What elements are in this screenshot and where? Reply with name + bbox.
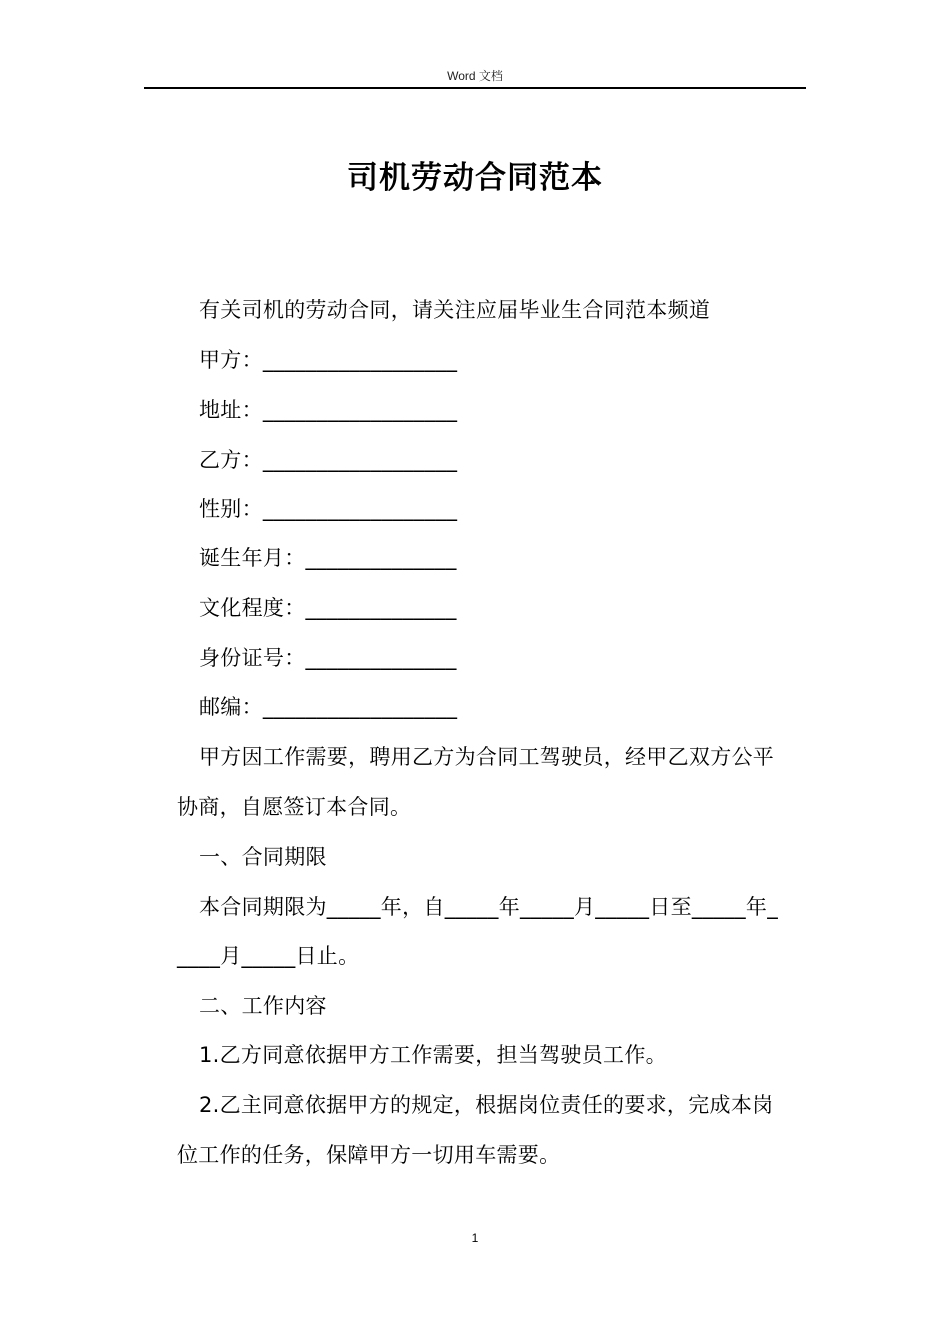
id-number-field: 身份证号：______________ bbox=[199, 646, 457, 670]
work-item-1: 1.乙方同意依据甲方工作需要，担当驾驶员工作。 bbox=[199, 1043, 667, 1067]
address-field: 地址：__________________ bbox=[199, 398, 458, 422]
intro-paragraph: 有关司机的劳动合同，请关注应届毕业生合同范本频道 bbox=[199, 298, 711, 322]
agreement-paragraph-line-1: 甲方因工作需要，聘用乙方为合同工驾驶员，经甲乙双方公平 bbox=[199, 745, 775, 769]
birth-date-field: 诞生年月：______________ bbox=[199, 546, 457, 570]
section-heading-work: 二、工作内容 bbox=[199, 994, 327, 1018]
postcode-field: 邮编：__________________ bbox=[199, 695, 458, 719]
party-a-field: 甲方：__________________ bbox=[199, 348, 458, 372]
term-paragraph-line-2: ____月_____日止。 bbox=[177, 944, 360, 968]
term-paragraph-line-1: 本合同期限为_____年，自_____年_____月_____日至_____年_ bbox=[199, 895, 778, 919]
document-title: 司机劳动合同范本 bbox=[347, 160, 603, 196]
education-field: 文化程度：______________ bbox=[199, 596, 457, 620]
work-item-2-line-1: 2.乙主同意依据甲方的规定，根据岗位责任的要求，完成本岗 bbox=[199, 1093, 774, 1117]
work-item-2-line-2: 位工作的任务，保障甲方一切用车需要。 bbox=[177, 1143, 561, 1167]
section-heading-term: 一、合同期限 bbox=[199, 845, 327, 869]
page-number: 1 bbox=[471, 1231, 479, 1245]
party-b-field: 乙方：__________________ bbox=[199, 448, 458, 472]
header-divider bbox=[144, 87, 806, 89]
page-header: Word 文档 bbox=[447, 69, 503, 83]
agreement-paragraph-line-2: 协商，自愿签订本合同。 bbox=[177, 795, 412, 819]
gender-field: 性别：__________________ bbox=[199, 497, 458, 521]
